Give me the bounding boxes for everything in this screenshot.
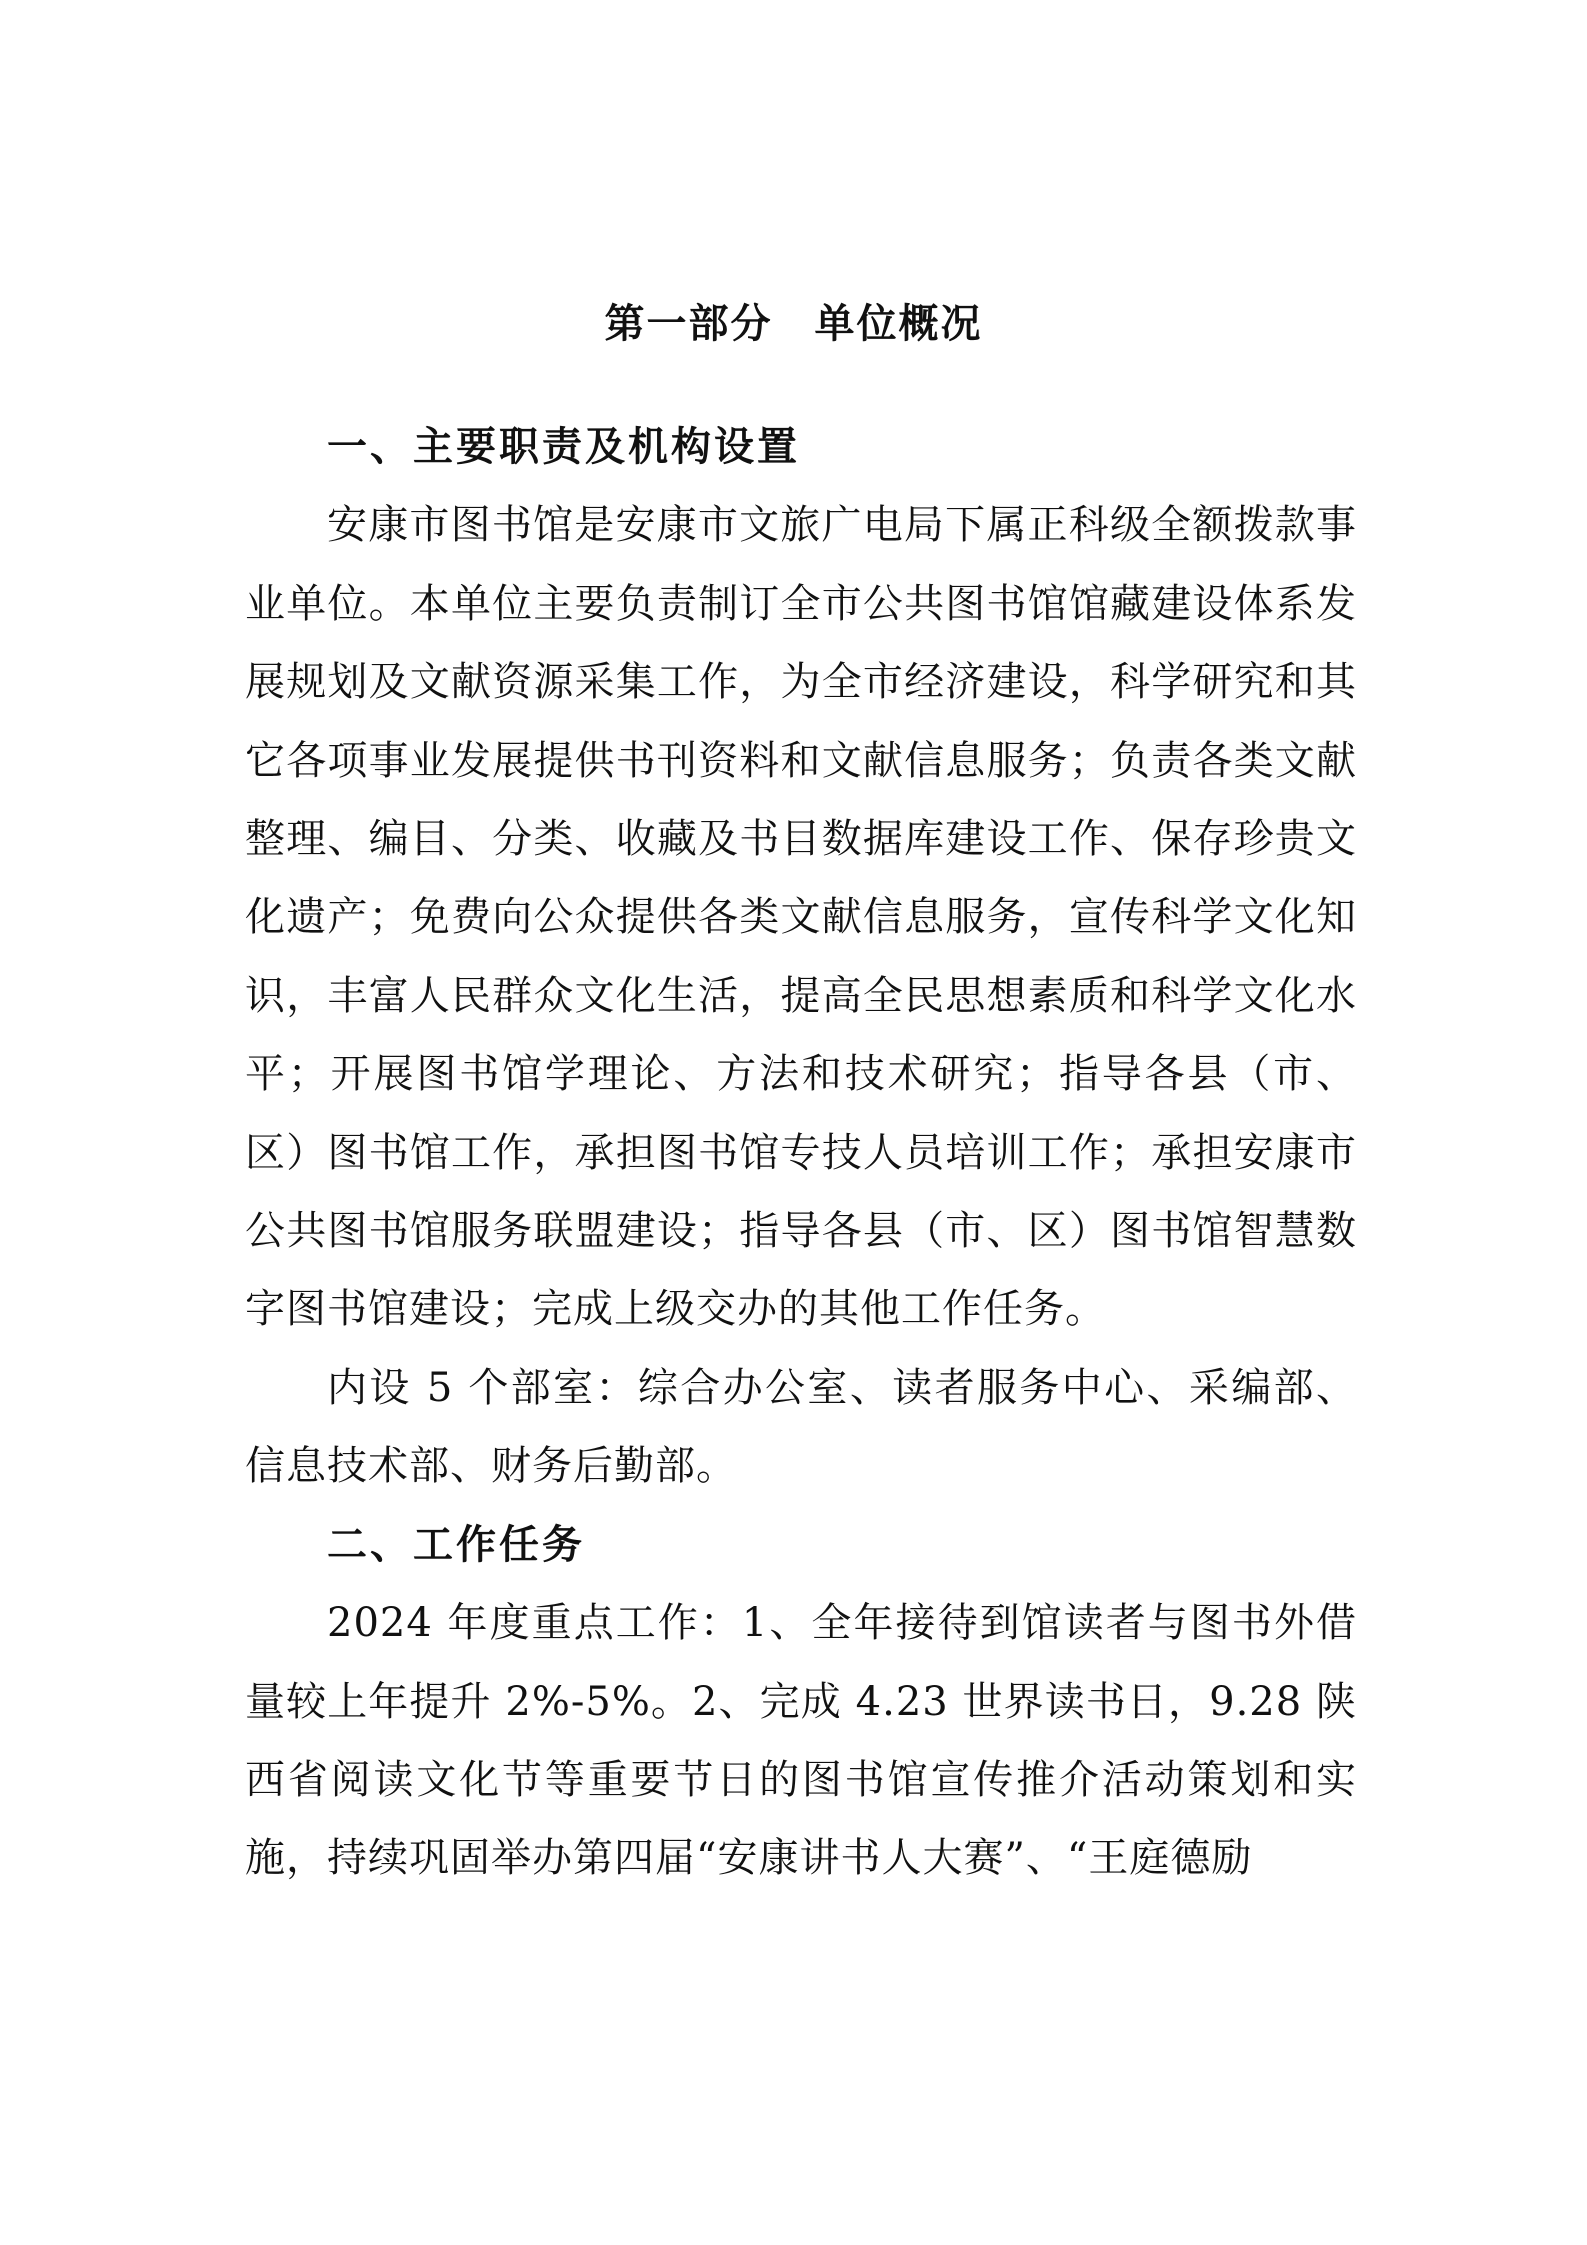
section-heading-duties: 一、主要职责及机构设置	[327, 424, 800, 470]
part-title: 第一部分 单位概况	[604, 301, 983, 347]
paragraph-duties: 安康市图书馆是安康市文旅广电局下属正科级全额拨款事业单位。本单位主要负责制订全市公共图书馆馆藏建设体系发展规划及文献资源采集工作，为全市经济建设，科学研究和其它各项事业发展提供书刊资料和文献信息服务；负责各类文献整理、编目、分类、收藏及书目数据库建设工作、保存珍贵文化遗产；免费向公众提供各类文献信息服务，宣传科学文化知识，丰富人民群众文化生活，提高全民思想素质和科学文化水平；开展图书馆学理论、方法和技术研究；指导各县（市、区）图书馆工作，承担图书馆专技人员培训工作；承担安康市公共图书馆服务联盟建设；指导各县（市、区）图书馆智慧数字图书馆建设；完成上级交办的其他工作任务。	[245, 502, 1357, 1333]
document-body	[245, 408, 1357, 1898]
section-heading-tasks: 二、工作任务	[327, 1521, 585, 1568]
paragraph-tasks: 2024 年度重点工作：1、全年接待到馆读者与图书外借量较上年提升 2%-5%。2、完成 4.23 世界读书日，9.28 陕西省阅读文化节等重要节日的图书馆宣传推介活动策划和实施，持续巩固举办第四届“安康讲书人大赛”、“王庭德励	[245, 1600, 1357, 1882]
paragraph-departments: 内设 5 个部室：综合办公室、读者服务中心、采编部、信息技术部、财务后勤部。	[245, 1364, 1357, 1490]
